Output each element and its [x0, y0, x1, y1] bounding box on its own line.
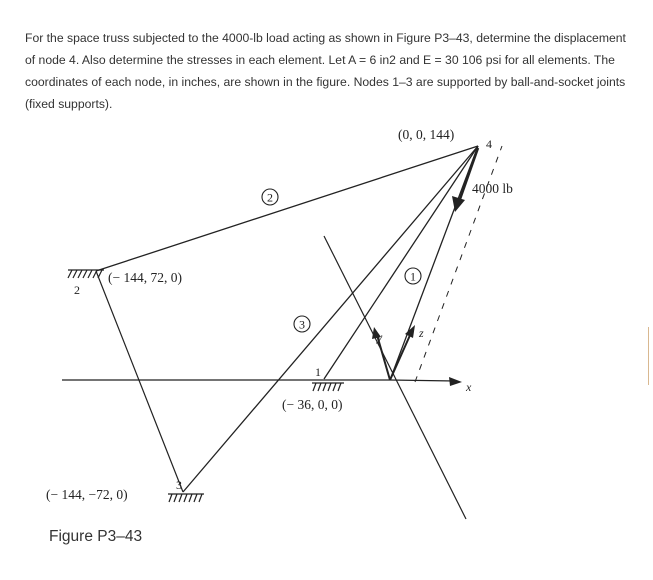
figure-caption: Figure P3–43 — [49, 528, 143, 545]
node-1-label: 1 — [315, 365, 321, 379]
construction-line — [324, 236, 466, 519]
element-2-label: 2 — [267, 190, 273, 205]
element-3-label: 3 — [299, 317, 305, 332]
support-node-3 — [168, 494, 204, 502]
node-3-label: 3 — [176, 478, 182, 492]
x-axis-line-right — [390, 380, 455, 381]
support-node-2 — [68, 270, 104, 278]
z-axis-arrow — [390, 333, 411, 380]
y-axis-label: y — [377, 330, 383, 344]
node-3-coords: (− 144, −72, 0) — [46, 487, 128, 502]
node-4-label: 4 — [486, 137, 492, 151]
node-2-coords: (− 144, 72, 0) — [108, 270, 182, 285]
element-1 — [324, 146, 478, 379]
page-edge-mark — [648, 327, 653, 385]
x-axis-arrowhead — [449, 377, 462, 386]
load-label: 4000 lb — [472, 181, 513, 196]
problem-statement: For the space truss subjected to the 4000-lb load acting as shown in Figure P3–43, determine the displacement of node 4. Also determine the stresses in each element. Let A = 6 in2 and E = 30 106 psi for all elements. The coordinates of each node, in inches, are shown in the figure. Nodes 1–3 are supported by ball-and-socket joints (fixed supports). — [25, 31, 626, 111]
support-node-1 — [312, 383, 344, 391]
base-line-2-3 — [96, 271, 183, 492]
x-axis-label: x — [466, 380, 472, 394]
z-axis-label: z — [419, 326, 424, 340]
element-3 — [183, 146, 478, 492]
element-2 — [96, 146, 478, 271]
node-1-coords: (− 36, 0, 0) — [282, 397, 343, 412]
element-1-label: 1 — [410, 269, 416, 284]
node-4-coords: (0, 0, 144) — [398, 127, 455, 142]
node-2-label: 2 — [74, 283, 80, 297]
origin-to-node4 — [390, 146, 478, 380]
